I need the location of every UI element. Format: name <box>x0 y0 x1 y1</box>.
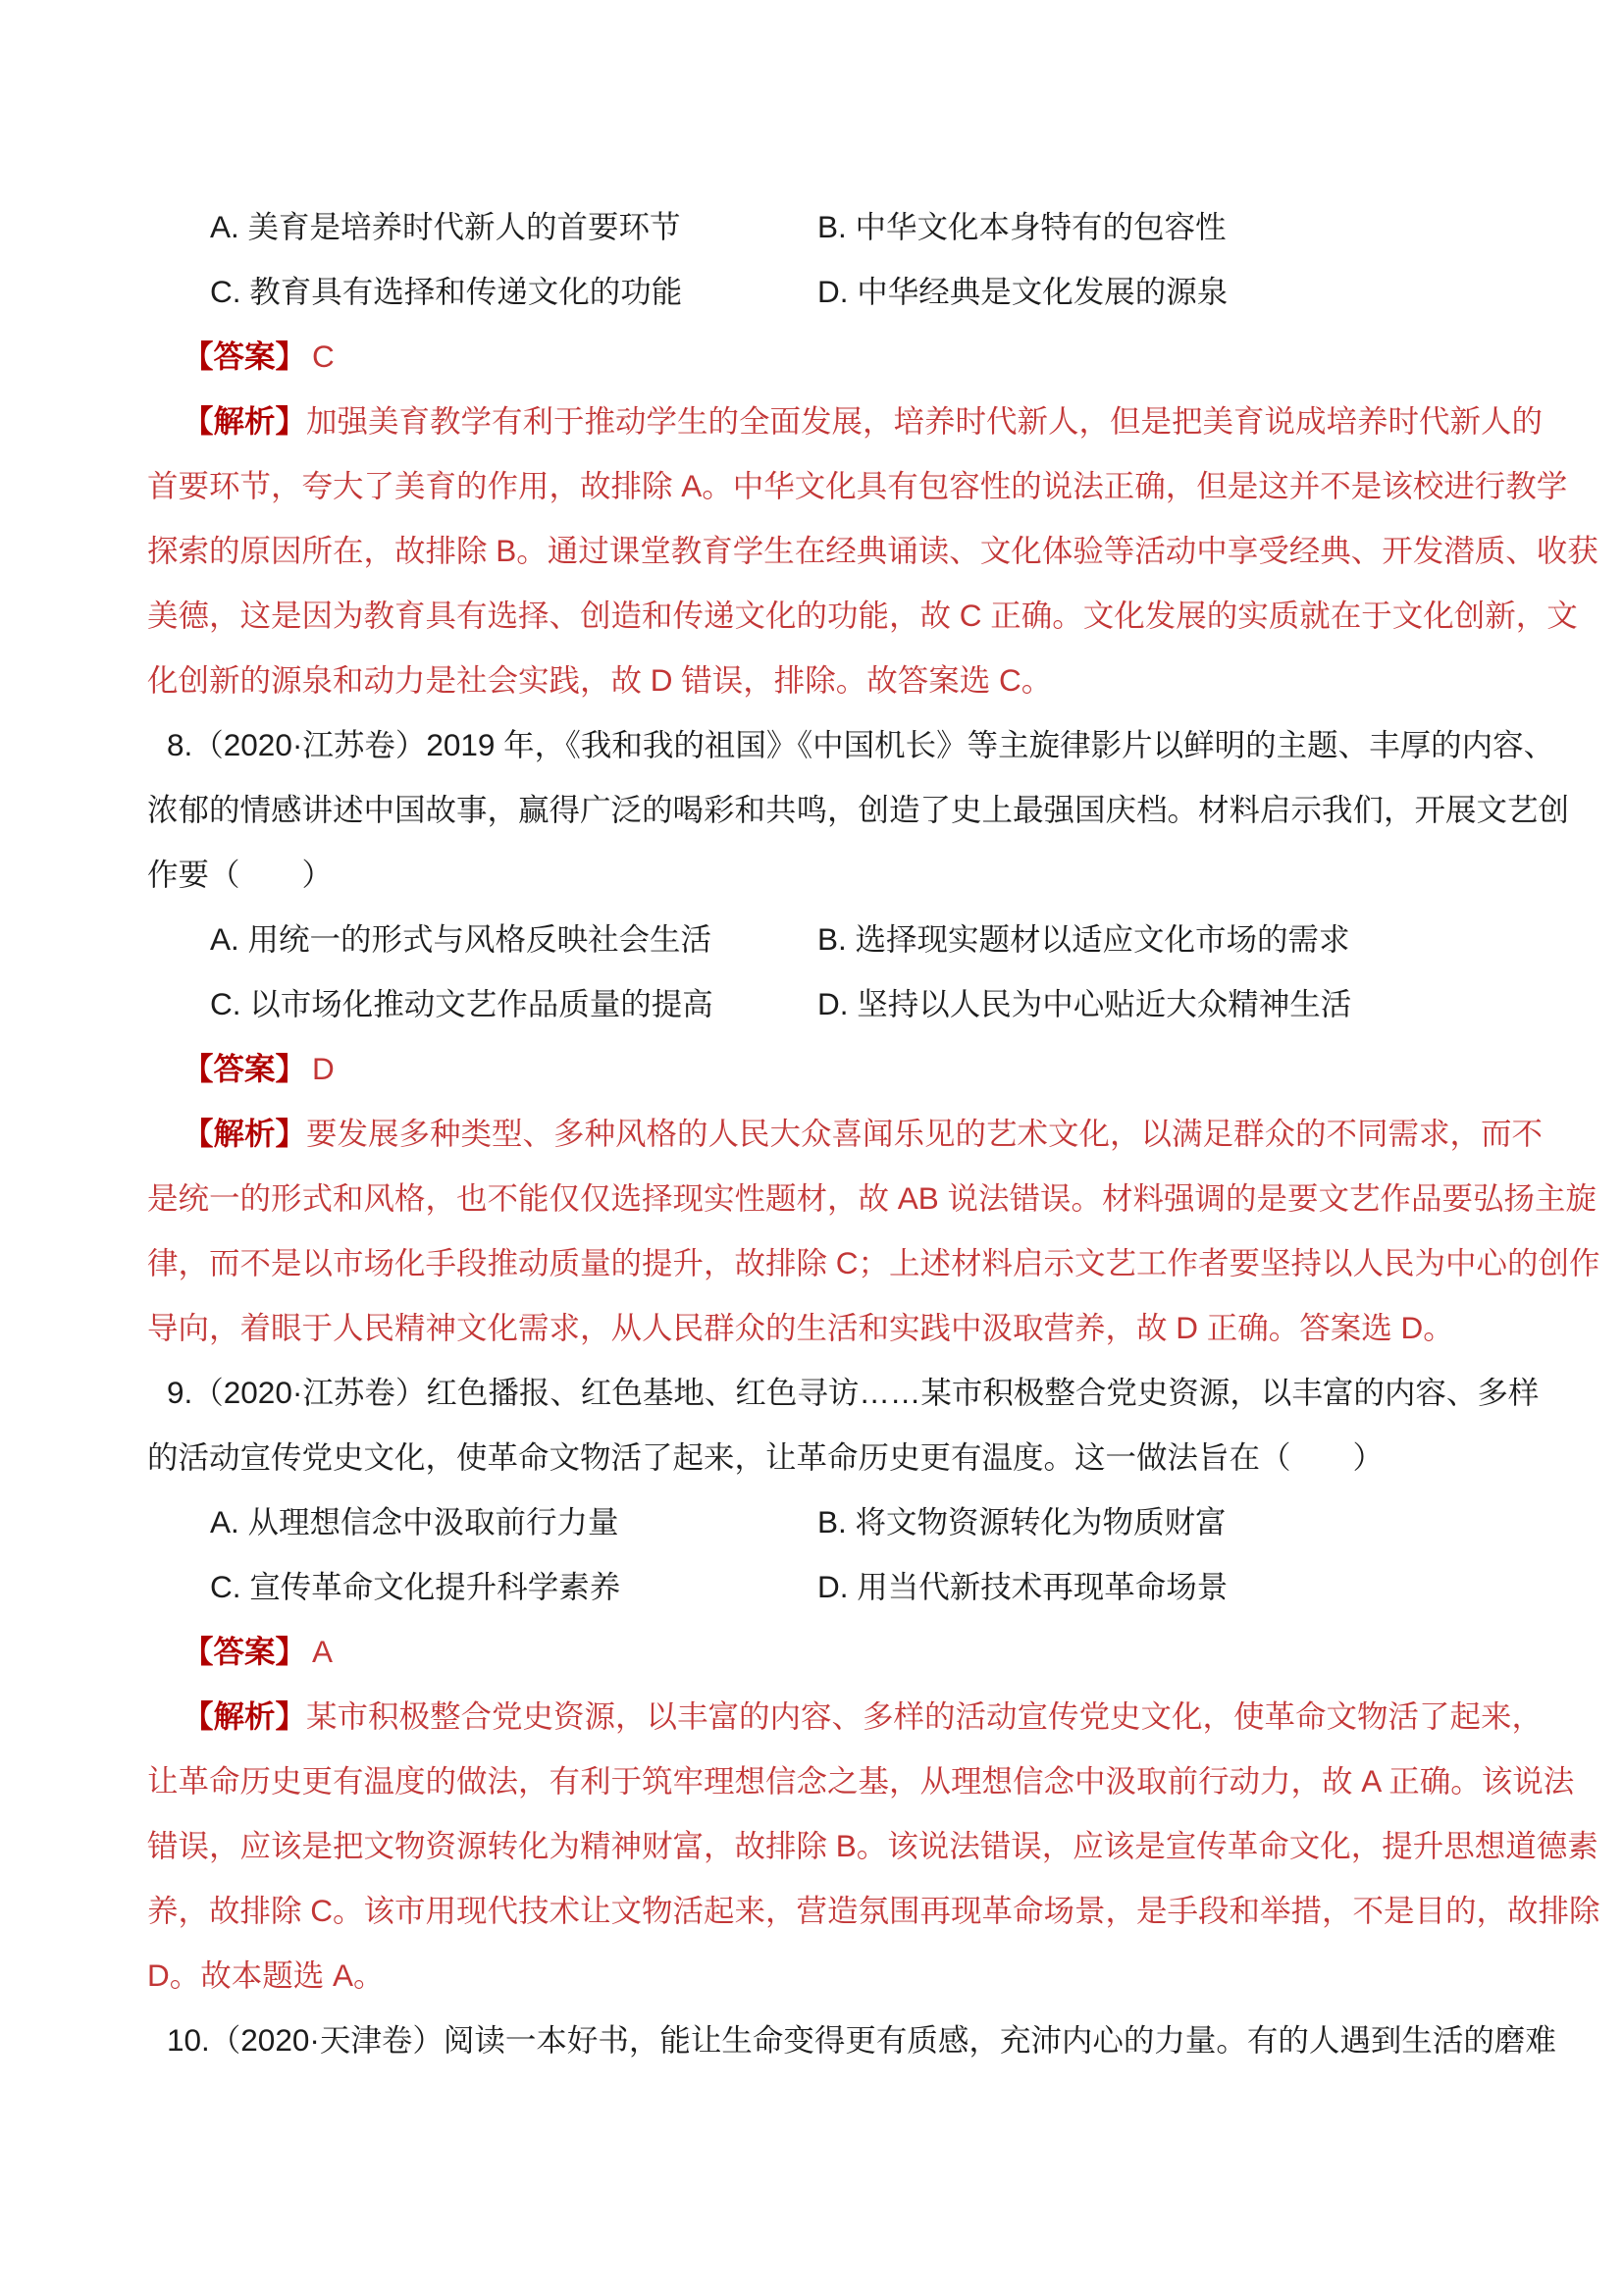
option-b: B. 选择现实题材以适应文化市场的需求 <box>817 921 1350 957</box>
options-row <box>147 971 1492 1036</box>
answer-marker: 【答案】 <box>183 1634 307 1669</box>
analysis-text: 加强美育教学有利于推动学生的全面发展，培养时代新人，但是把美育说成培养时代新人的 <box>306 403 1544 439</box>
analysis-line <box>147 389 1544 453</box>
question-line: 的活动宣传党史文化，使革命文物活了起来，让革命历史更有温度。这一做法旨在（ ） <box>147 1439 1385 1475</box>
answer-line <box>147 1036 1492 1101</box>
analysis-marker: 【解析】 <box>183 403 307 439</box>
option-a: A. 美育是培养时代新人的首要环节 <box>210 209 681 244</box>
option-b: B. 将文物资源转化为物质财富 <box>817 1504 1227 1539</box>
analysis-line: 养，故排除 C。该市用现代技术让文物活起来，营造氛围再现革命场景，是手段和举措，不是目的，故排除 <box>147 1893 1600 1928</box>
options-row <box>147 259 1492 324</box>
answer-line <box>147 324 1492 389</box>
analysis-line: 是统一的形式和风格，也不能仅仅选择现实性题材，故 AB 说法错误。材料强调的是要文艺作品要弘扬主旋 <box>147 1180 1597 1216</box>
analysis-text: 要发展多种类型、多种风格的人民大众喜闻乐见的艺术文化，以满足群众的不同需求，而不 <box>306 1116 1544 1151</box>
analysis-marker: 【解析】 <box>183 1116 307 1151</box>
answer-value: A <box>312 1634 334 1669</box>
analysis-marker: 【解析】 <box>183 1698 307 1734</box>
options-row <box>147 194 1492 259</box>
analysis-line: 错误，应该是把文物资源转化为精神财富，故排除 B。该说法错误，应该是宣传革命文化，提升思想道德素 <box>147 1828 1598 1863</box>
option-a: A. 用统一的形式与风格反映社会生活 <box>210 921 712 957</box>
analysis-line <box>147 1684 1544 1748</box>
answer-marker: 【答案】 <box>183 339 307 374</box>
analysis-line: 让革命历史更有温度的做法，有利于筑牢理想信念之基，从理想信念中汲取前行动力，故 A 正确。该说法 <box>147 1763 1575 1799</box>
option-a: A. 从理想信念中汲取前行力量 <box>210 1504 619 1539</box>
analysis-text: 某市积极整合党史资源，以丰富的内容、多样的活动宣传党史文化，使革命文物活了起来， <box>306 1698 1544 1734</box>
analysis-line: D。故本题选 A。 <box>147 1957 385 1993</box>
analysis-line <box>147 1101 1544 1166</box>
question-line: 9.（2020·江苏卷）红色播报、红色基地、红色寻访……某市积极整合党史资源，以丰富的内容、多样 <box>167 1375 1540 1410</box>
analysis-line: 美德，这是因为教育具有选择、创造和传递文化的功能，故 C 正确。文化发展的实质就在于文化创新，文 <box>147 598 1578 633</box>
answer-value: C <box>312 339 335 374</box>
options-row <box>147 1554 1492 1619</box>
exam-document-page <box>147 194 1600 2072</box>
question-line: 作要（ ） <box>147 857 334 892</box>
analysis-line: 化创新的源泉和动力是社会实践，故 D 错误，排除。故答案选 C。 <box>147 662 1053 698</box>
options-row <box>147 1489 1492 1554</box>
analysis-line: 首要环节，夸大了美育的作用，故排除 A。中华文化具有包容性的说法正确，但是这并不是该校进行教学 <box>147 468 1568 503</box>
answer-marker: 【答案】 <box>183 1051 307 1086</box>
option-c: C. 宣传革命文化提升科学素养 <box>210 1569 621 1604</box>
option-c: C. 教育具有选择和传递文化的功能 <box>210 274 683 309</box>
analysis-line: 探索的原因所在，故排除 B。通过课堂教育学生在经典诵读、文化体验等活动中享受经典、开发潜质、收获 <box>147 533 1598 568</box>
analysis-line: 导向，着眼于人民精神文化需求，从人民群众的生活和实践中汲取营养，故 D 正确。答案选 D。 <box>147 1310 1454 1345</box>
answer-line <box>147 1619 1492 1684</box>
analysis-line: 律，而不是以市场化手段推动质量的提升，故排除 C；上述材料启示文艺工作者要坚持以人民为中心的创作 <box>147 1245 1600 1280</box>
option-d: D. 坚持以人民为中心贴近大众精神生活 <box>817 986 1352 1021</box>
option-d: D. 用当代新技术再现革命场景 <box>817 1569 1229 1604</box>
question-line: 10.（2020·天津卷）阅读一本好书，能让生命变得更有质感，充沛内心的力量。有的人遇到生活的磨难 <box>167 2022 1556 2058</box>
question-line: 8.（2020·江苏卷）2019 年，《我和我的祖国》《中国机长》等主旋律影片以鲜明的主题、丰厚的内容、 <box>167 727 1555 762</box>
option-d: D. 中华经典是文化发展的源泉 <box>817 274 1229 309</box>
option-c: C. 以市场化推动文艺作品质量的提高 <box>210 986 713 1021</box>
option-b: B. 中华文化本身特有的包容性 <box>817 209 1227 244</box>
options-row <box>147 907 1492 971</box>
answer-value: D <box>312 1051 335 1086</box>
question-line: 浓郁的情感讲述中国故事，赢得广泛的喝彩和共鸣，创造了史上最强国庆档。材料启示我们，开展文艺创 <box>147 792 1570 827</box>
